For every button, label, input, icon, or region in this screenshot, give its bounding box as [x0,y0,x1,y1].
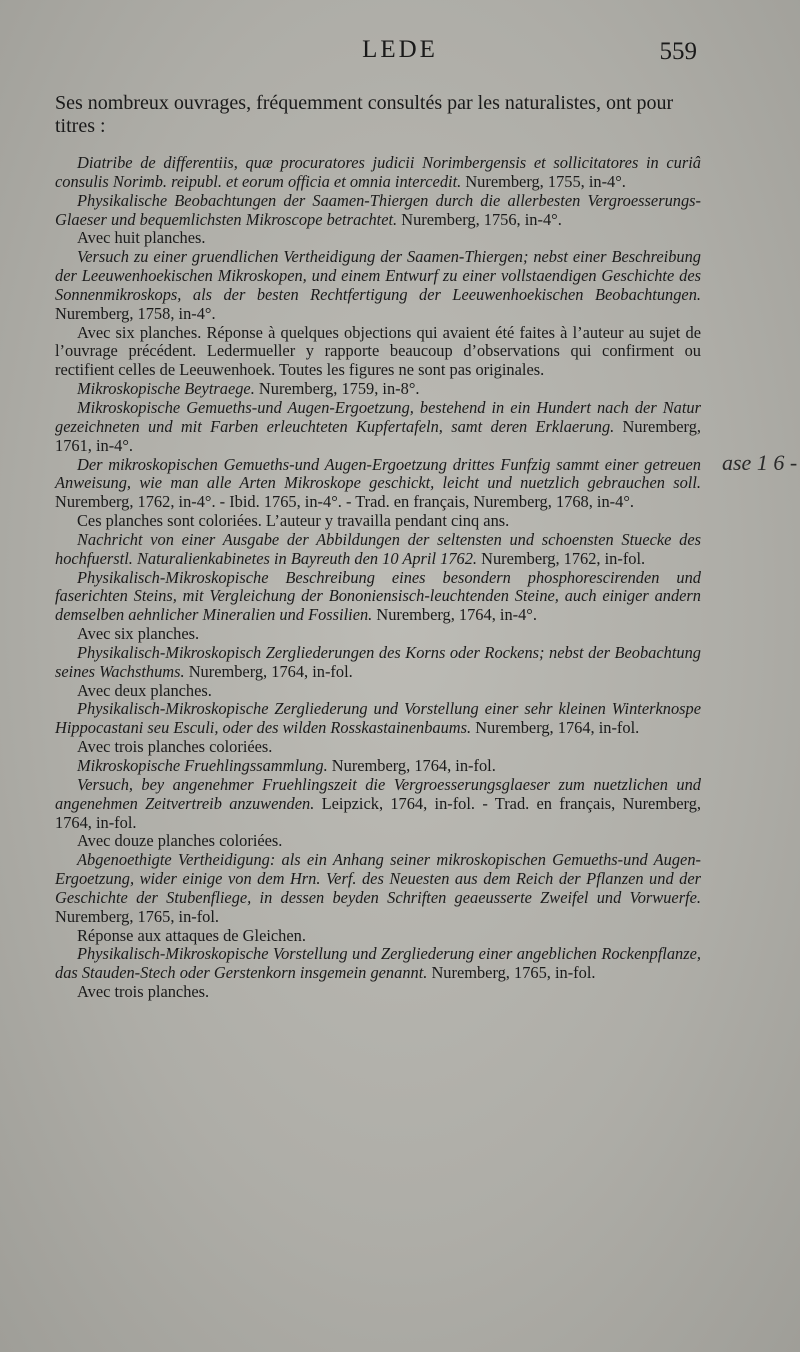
entry-note: Avec deux planches. [77,680,212,700]
entry-note: Avec six planches. [77,624,200,644]
entry-imprint: Nuremberg, 1756, in-4°. [397,209,562,229]
entry-title: Diatribe de differentiis, quæ procuratores judicii Norimbergensis et sollicitatores in curiâ consulis Norimb. reipubl. et eorum officia et omnia intercedit. [55,153,701,191]
entry-title: Mikroskopische Beytraege. [77,379,255,399]
entry-title: Physikalisch-Mikroskopische Vorstellung und Zergliederung einer angeblichen Rockenpflanze, das Stauden-Stech oder Gerstenkorn insgemein genannt. [55,944,701,983]
entry-imprint: Nuremberg, 1764, in-fol. [327,756,496,775]
entry-title: Mikroskopische Gemueths-und Augen-Ergoetzung, bestehend in ein Hundert nach der Natur gezeichneten und mit Farben erleuchteten Kupfertafeln, samt deren Erklaerung. [55,397,701,436]
entry-imprint: Nuremberg, 1765, in-fol. [427,963,596,983]
body-text [55,72,701,1002]
entry-note: Avec huit planches. [77,228,206,248]
bibliography-entry [55,700,701,738]
entry-title: Physikalische Beobachtungen der Saamen-Thiergen durch die allerbesten Vergroesserungs-Glaeser und bequemlichsten Mikroscope betrachtet. [55,190,701,229]
entry-note: Avec trois planches. [77,982,210,1002]
entry-title: Versuch, bey angenehmer Fruehlingszeit die Vergroesserungsglaeser zum nuetzlichen und angenehmen Zeitvertreib anzuwenden. [55,774,701,813]
entry-imprint: Nuremberg, 1761, in-4°. [55,416,701,455]
intro-paragraph: Ses nombreux ouvrages, fréquemment consultés par les naturalistes, ont pour titres : [55,92,674,137]
bibliography-entry [55,945,701,983]
bibliography-entry [55,644,701,682]
bibliography-entry [55,248,701,323]
bibliography-entry [55,399,701,456]
entry-note: Avec trois planches coloriées. [77,737,273,757]
entry-imprint: Nuremberg, 1764, in-4°. [372,605,537,625]
entry-note: Réponse aux attaques de Gleichen. [77,925,306,945]
running-head: LEDE [362,36,438,63]
bibliography-entry [55,569,701,626]
bibliography-entry [55,851,701,926]
entry-imprint: Nuremberg, 1758, in-4°. [55,303,216,323]
entry-title: Physikalisch-Mikroskopisch Zergliederungen des Korns oder Rockens; nebst der Beobachtung seines Wachsthums. [55,642,701,681]
entry-title: Mikroskopische Fruehlingssammlung. [77,756,328,775]
bibliography-entry [55,776,701,833]
bibliography-entry [55,154,701,192]
entry-imprint: Nuremberg, 1764, in-fol. [184,661,353,681]
page-number: 559 [659,38,697,65]
entry-imprint: Nuremberg, 1762, in-4°. - Ibid. 1765, in-4°. - Trad. en français, Nuremberg, 1768, in-4°. [55,492,634,512]
bibliography-entry [55,531,701,569]
entry-title: Physikalisch-Mikroskopische Beschreibung eines besondern phosphorescirenden und faserichten Steins, mit Vergleichung der Bononiensisch-leuchtenden Steine, auch einiger andern demselben aehnlicher Mineralien und Fossilien. [55,567,701,625]
entry-title: Versuch zu einer gruendlichen Vertheidigung der Saamen-Thiergen; nebst einer Beschreibung der Leeuwenhoekischen Mikroskopen, und einem Entwurf zu einer vollstaendigen Geschichte des Sonnenmikroskops, als der besten Rechtfertigung der Leeuwenhoekischen Beobachtungen. [55,247,701,304]
bibliography-entry [55,456,701,513]
page-header [0,36,800,70]
entry-imprint: Nuremberg, 1762, in-fol. [477,548,646,568]
marginal-annotation: ase 1 6 - [722,450,798,475]
entry-title: Abgenoethigte Vertheidigung: als ein Anhang seiner mikroskopischen Gemueths-und Augen-Ergoetzung, wider einige von dem Hrn. Verf. des Neuesten aus dem Reich der Pflanzen und der Geschichte der Stubenfliege, in dessen beyden Schriften geaeusserte Zweifel und Vorwuerfe. [55,850,701,907]
entry-imprint: Nuremberg, 1755, in-4°. [461,171,626,191]
entry-note: Avec six planches. Réponse à quelques objections qui avaient été faites à l’auteur au sujet de l’ouvrage précédent. Ledermueller y rapporte beaucoup d’observations qui confirment ou rectifient celles de Leeuwenhoek. Toutes les figures ne sont pas originales. [55,322,701,380]
bibliography-entry [55,192,701,230]
bibliography-list [55,154,701,1002]
bibliography-entry [55,757,701,776]
entry-imprint: Nuremberg, 1764, in-fol. [471,718,640,738]
entry-imprint: Nuremberg, 1765, in-fol. [55,906,220,926]
entry-imprint: Nuremberg, 1759, in-8°. [254,379,420,399]
bibliography-entry [55,380,701,399]
entry-note: Avec douze planches coloriées. [77,831,283,851]
entry-title: Der mikroskopischen Gemueths-und Augen-Ergoetzung drittes Funfzig sammt einer getreuen Anweisung, wie man alle Arten Mikroskope geschickt, leicht und nuetzlich gebrauchen soll. [55,454,701,493]
entry-title: Physikalisch-Mikroskopische Zergliederung und Vorstellung einer sehr kleinen Winterknospe Hippocastani seu Esculi, oder des wilden Rosskastainenbaums. [55,699,701,738]
entry-note: Ces planches sont coloriées. L’auteur y travailla pendant cinq ans. [77,511,510,531]
entry-title: Nachricht von einer Ausgabe der Abbildungen der seltensten und schoensten Stuecke des hochfuerstl. Naturalienkabinetes in Bayreuth den 10 April 1762. [55,529,701,568]
entry-imprint: Leipzick, 1764, in-fol. - Trad. en français, Nuremberg, 1764, in-fol. [55,793,701,832]
